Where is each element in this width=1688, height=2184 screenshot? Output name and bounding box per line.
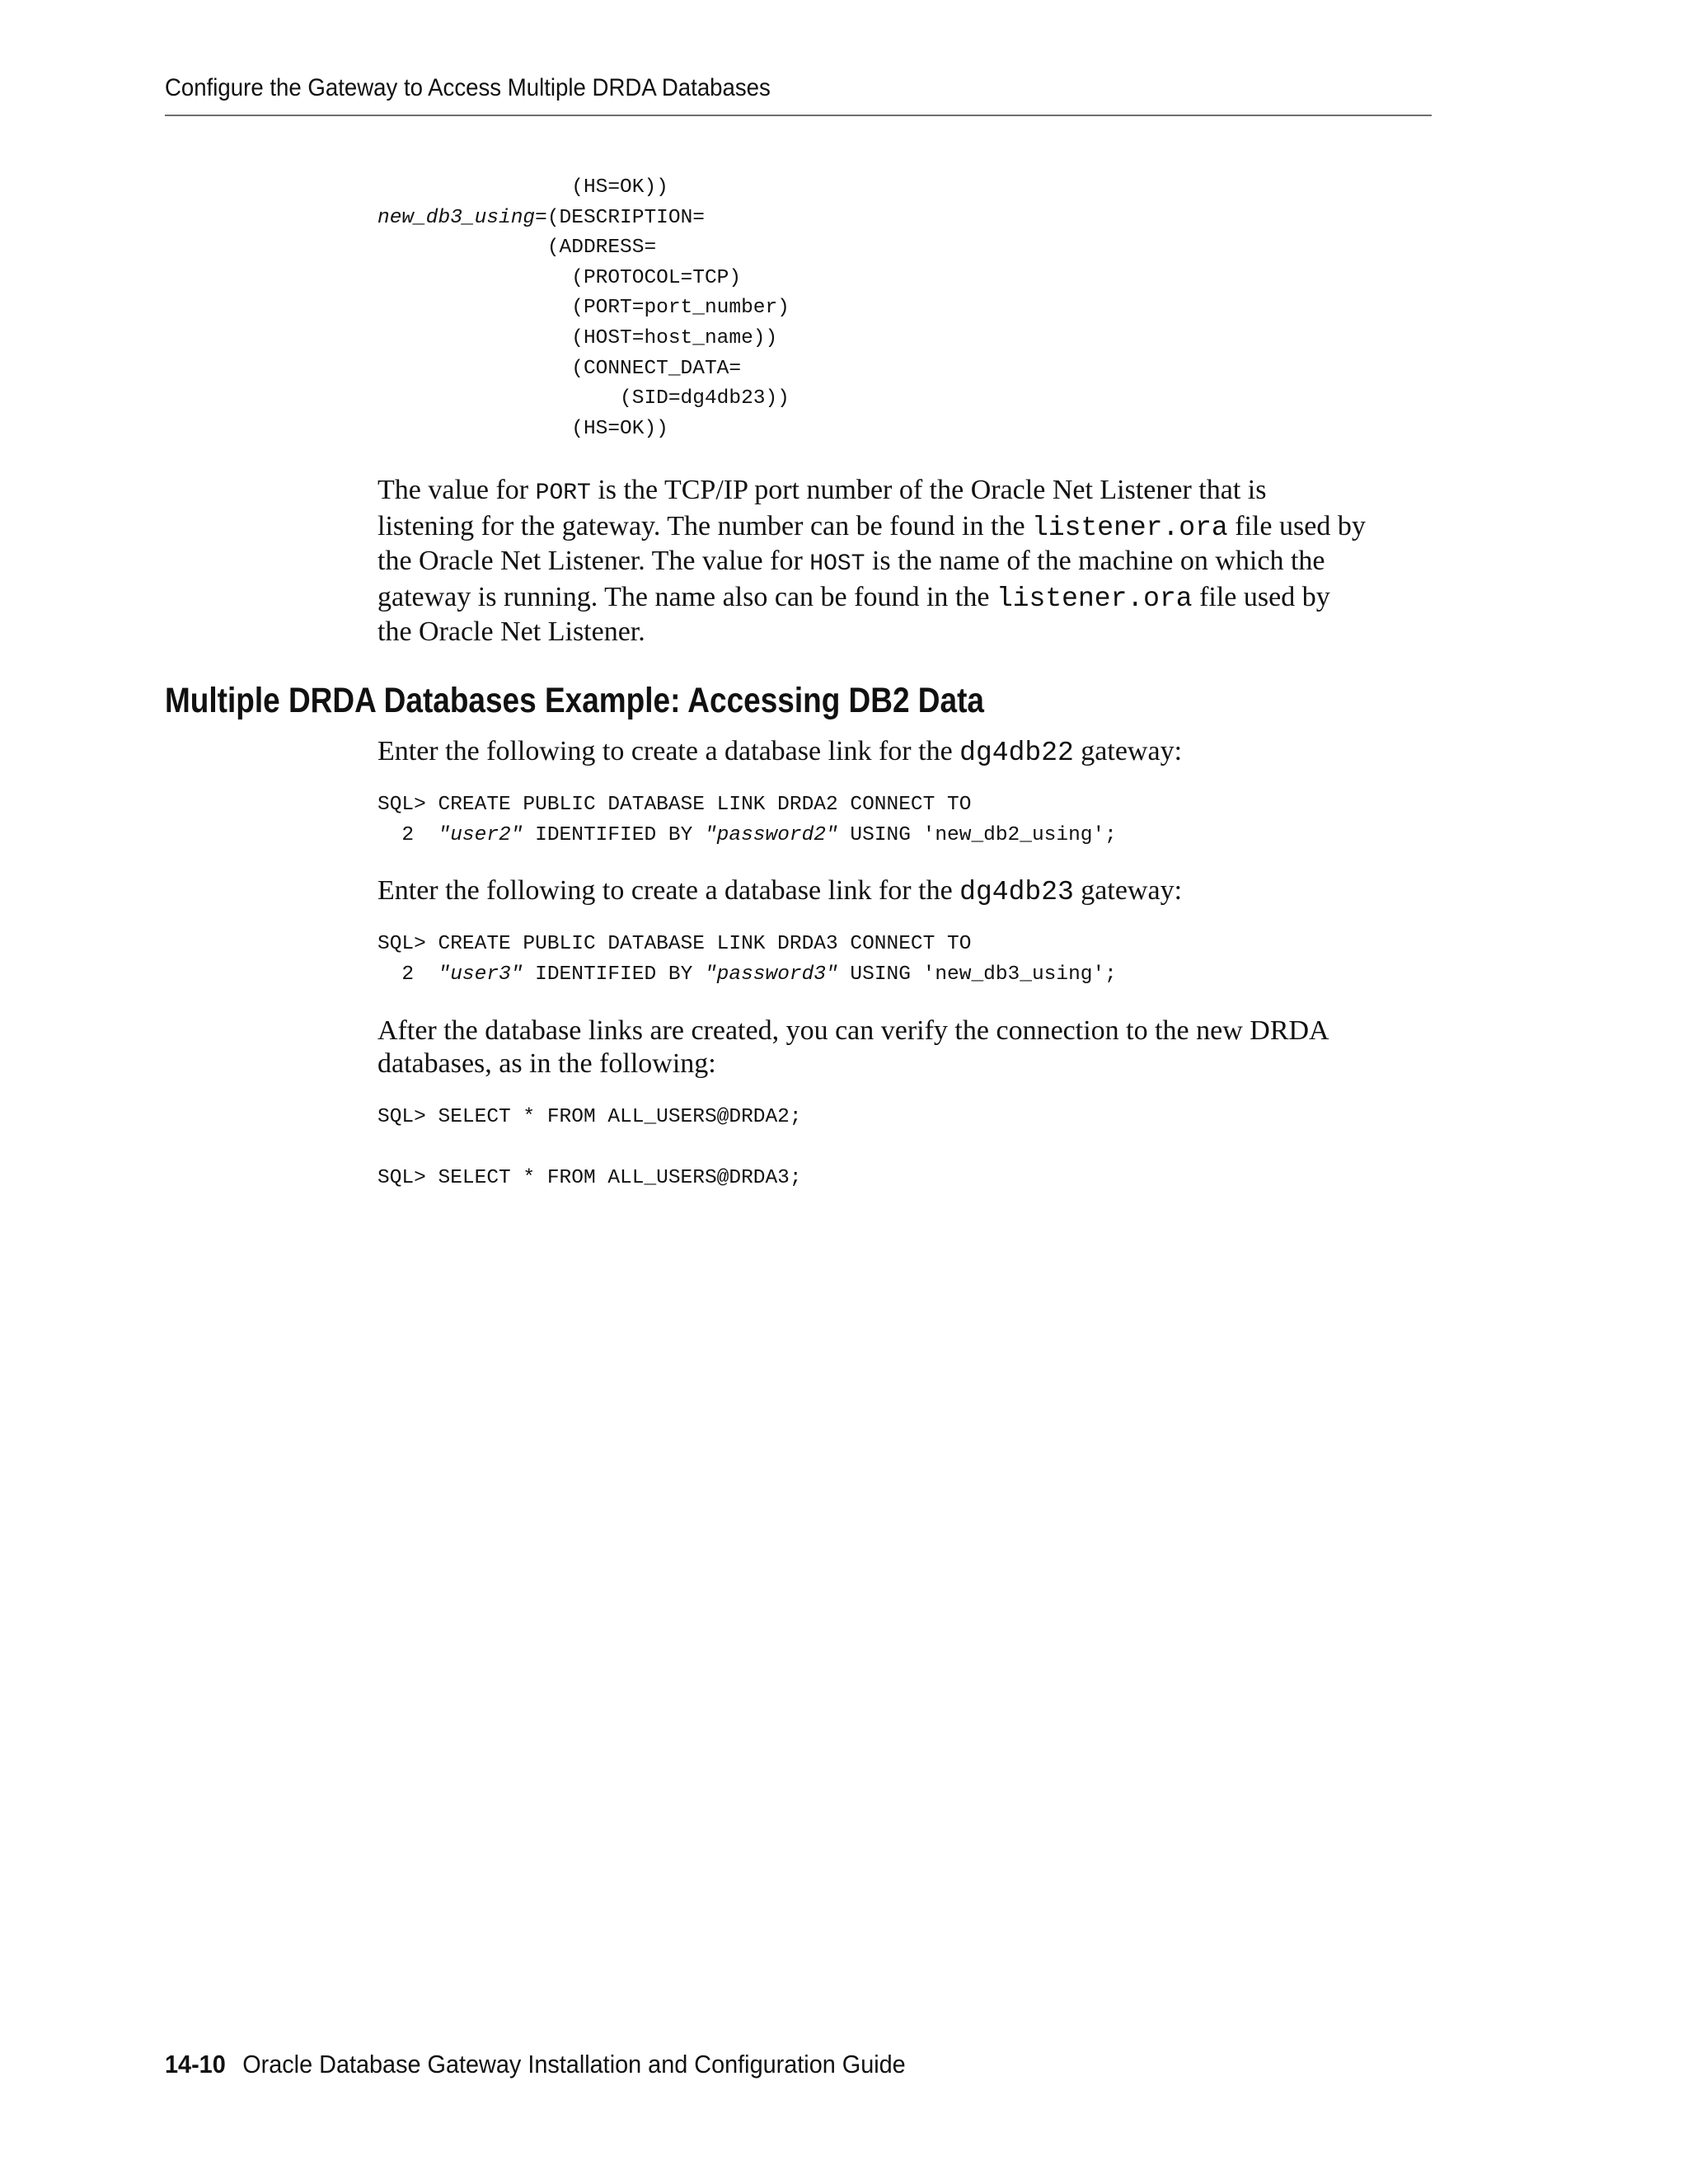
code-line: (HOST=host_name)): [377, 326, 778, 349]
running-header-title: Configure the Gateway to Access Multiple DRDA Databases: [165, 74, 771, 101]
intro-db23-paragraph: Enter the following to create a database link for the dg4db23 gateway:: [377, 875, 1183, 907]
code-user: "user2": [438, 823, 523, 846]
intro-db22-paragraph: Enter the following to create a database link for the dg4db22 gateway:: [377, 736, 1183, 768]
code-line: (PORT=port_number): [377, 297, 790, 320]
paragraph-line: the Oracle Net Listener.: [377, 616, 645, 647]
inline-code: dg4db22: [959, 738, 1074, 768]
code-line: (SID=dg4db23)): [377, 387, 790, 410]
code-identifier: new_db3_using: [377, 206, 536, 229]
tns-config-code-block: [377, 173, 790, 444]
code-line: (PROTOCOL=TCP): [377, 266, 742, 289]
code-line: SQL> CREATE PUBLIC DATABASE LINK DRDA3 CONNECT TO: [377, 933, 972, 955]
sql-create-link-drda3: SQL> CREATE PUBLIC DATABASE LINK DRDA3 CONNECT TO 2 "user3" IDENTIFIED BY "password3" USING 'new_db3_using';: [377, 933, 1117, 986]
paragraph-line: the Oracle Net Listener. The value for HOST is the name of the machine on which the: [377, 546, 1325, 577]
code-password: "password3": [704, 963, 838, 986]
code-line: =(DESCRIPTION=: [535, 206, 705, 229]
paragraph-line: After the database links are created, you can verify the connection to the new DRDA: [377, 1015, 1329, 1046]
code-user: "user3": [438, 963, 523, 986]
inline-code: listener.ora: [1032, 513, 1228, 543]
sql-create-link-drda2: SQL> CREATE PUBLIC DATABASE LINK DRDA2 CONNECT TO 2 "user2" IDENTIFIED BY "password2" USING 'new_db2_using';: [377, 794, 1117, 846]
page-footer: [165, 2050, 906, 2079]
inline-code: listener.ora: [996, 583, 1193, 614]
code-line: (HS=OK)): [377, 176, 668, 199]
verify-paragraph: [377, 1015, 1329, 1080]
code-line: (HS=OK)): [377, 417, 668, 440]
book-title: Oracle Database Gateway Installation and Configuration Guide: [242, 2050, 906, 2079]
code-password: "password2": [704, 823, 838, 846]
inline-code: HOST: [809, 551, 865, 577]
header-divider: [165, 115, 1432, 116]
page-number: 14-10: [165, 2050, 226, 2079]
code-line: SQL> CREATE PUBLIC DATABASE LINK DRDA2 CONNECT TO: [377, 794, 972, 816]
sql-verify-drda3: SQL> SELECT * FROM ALL_USERS@DRDA3;: [377, 1167, 802, 1189]
inline-code: dg4db23: [959, 877, 1074, 907]
paragraph-line: databases, as in the following:: [377, 1048, 716, 1079]
paragraph-line: The value for PORT is the TCP/IP port number of the Oracle Net Listener that is: [377, 475, 1267, 506]
sql-verify-drda2: SQL> SELECT * FROM ALL_USERS@DRDA2;: [377, 1106, 802, 1128]
code-line: (ADDRESS=: [377, 237, 657, 260]
paragraph-line: listening for the gateway. The number can be found in the listener.ora file used by: [377, 511, 1366, 543]
code-line: (CONNECT_DATA=: [377, 357, 742, 380]
inline-code: PORT: [535, 480, 591, 506]
port-host-paragraph: [377, 474, 1366, 649]
section-heading: Multiple DRDA Databases Example: Accessing DB2 Data: [165, 681, 984, 720]
paragraph-line: gateway is running. The name also can be found in the listener.ora file used by: [377, 582, 1330, 614]
